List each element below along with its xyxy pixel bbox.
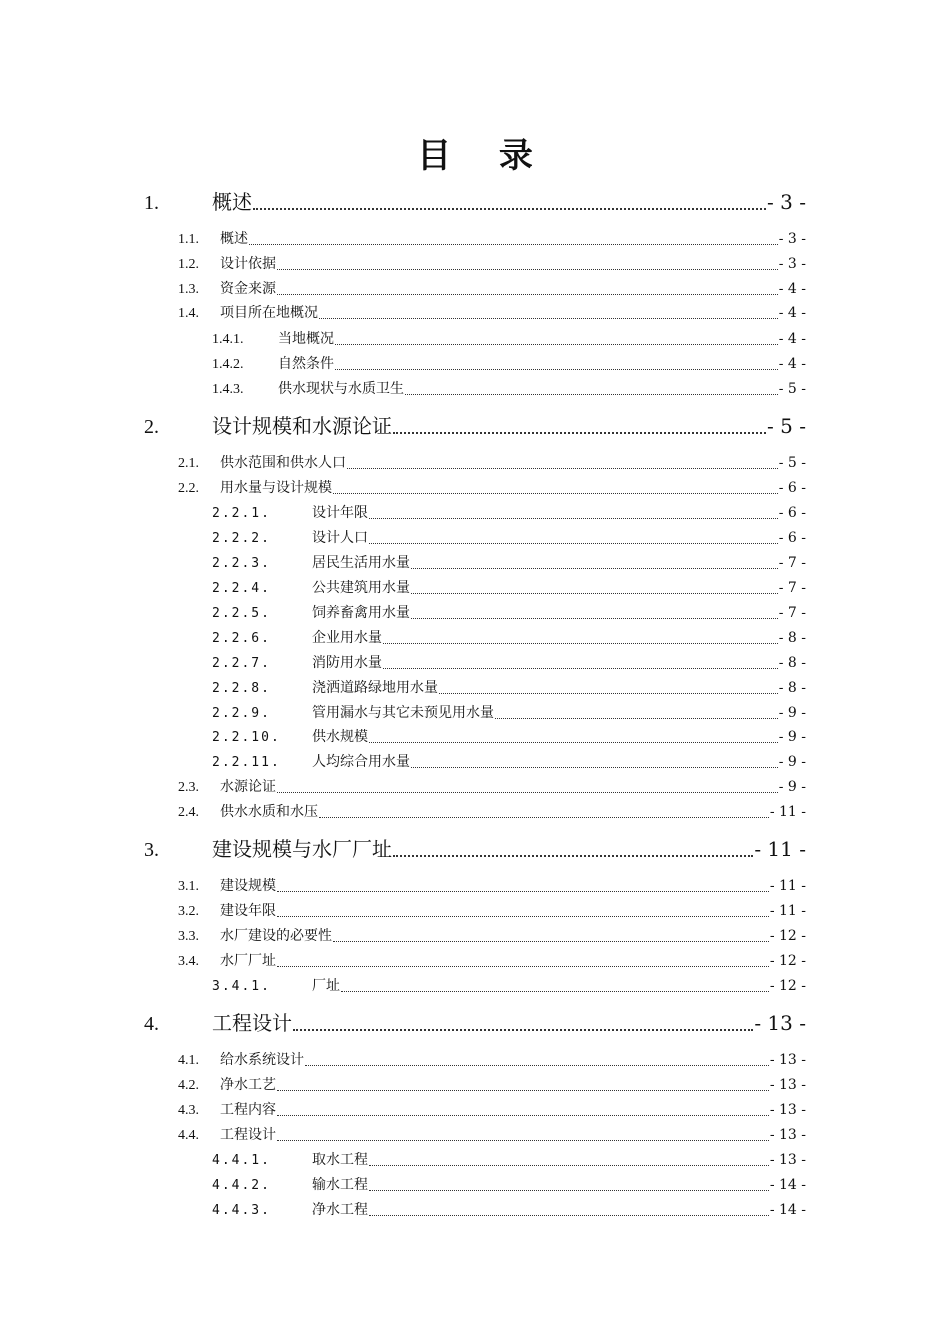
toc-entry-number: 2.1. bbox=[178, 456, 199, 471]
toc-entry-number: 2.3. bbox=[178, 780, 199, 795]
dot-leader bbox=[277, 1090, 769, 1091]
toc-entry-number: 2.2.8. bbox=[212, 681, 271, 696]
toc-entry-page: - 13 - bbox=[769, 1127, 806, 1143]
dot-leader bbox=[369, 742, 778, 743]
dot-leader bbox=[369, 518, 778, 519]
toc-entry-page: - 11 - bbox=[769, 804, 806, 820]
toc-entry[interactable] bbox=[212, 527, 806, 549]
toc-entry[interactable] bbox=[212, 702, 806, 724]
toc-entry-number: 2.2.4. bbox=[212, 581, 271, 596]
dot-leader bbox=[277, 891, 769, 892]
dot-leader bbox=[305, 1065, 769, 1066]
toc-entry-page: - 13 - bbox=[769, 1052, 806, 1068]
toc-entry[interactable] bbox=[178, 452, 806, 474]
toc-entry[interactable] bbox=[144, 410, 806, 440]
dot-leader bbox=[383, 668, 778, 669]
toc-entry-label: 概述 bbox=[220, 231, 248, 247]
toc-entry[interactable] bbox=[212, 552, 806, 574]
dot-leader bbox=[495, 718, 778, 719]
dot-leader bbox=[369, 1190, 769, 1191]
toc-entry-number: 2.2.6. bbox=[212, 631, 271, 646]
toc-entry-number: 1.3. bbox=[178, 282, 199, 297]
toc-entry-number: 2.2.10. bbox=[212, 730, 281, 745]
toc-entry-number: 3.3. bbox=[178, 929, 199, 944]
toc-entry-number: 3.4. bbox=[178, 954, 199, 969]
toc-entry-page: - 3 - bbox=[767, 190, 806, 214]
toc-entry-page: - 4 - bbox=[778, 305, 806, 321]
toc-entry-page: - 3 - bbox=[778, 231, 806, 247]
toc-entry-number: 4.3. bbox=[178, 1103, 199, 1118]
dot-leader bbox=[249, 244, 778, 245]
toc-entry[interactable] bbox=[212, 602, 806, 624]
toc-entry-number: 2.2.11. bbox=[212, 755, 281, 770]
toc-entry-number: 2.2.5. bbox=[212, 606, 271, 621]
dot-leader bbox=[277, 1115, 769, 1116]
dot-leader bbox=[369, 1165, 769, 1166]
toc-entry-label: 建设年限 bbox=[220, 903, 276, 919]
toc-entry-page: - 9 - bbox=[778, 754, 806, 770]
toc-entry-label: 工程设计 bbox=[212, 1011, 292, 1035]
toc-entry[interactable] bbox=[144, 833, 806, 863]
toc-entry-page: - 9 - bbox=[778, 705, 806, 721]
toc-entry-label: 浇洒道路绿地用水量 bbox=[312, 680, 438, 696]
toc-entry-number: 1.4.1. bbox=[212, 332, 244, 347]
toc-entry-number: 2.2.2. bbox=[212, 531, 271, 546]
toc-entry[interactable] bbox=[144, 1007, 806, 1037]
dot-leader bbox=[411, 618, 778, 619]
toc-entry[interactable] bbox=[178, 776, 806, 798]
toc-entry-label: 居民生活用水量 bbox=[312, 555, 410, 571]
toc-title: 目 录 bbox=[417, 136, 551, 176]
toc-entry[interactable] bbox=[212, 652, 806, 674]
toc-entry-page: - 6 - bbox=[778, 480, 806, 496]
toc-entry[interactable] bbox=[178, 1124, 806, 1146]
toc-entry-label: 供水水质和水压 bbox=[220, 804, 318, 820]
toc-entry[interactable] bbox=[178, 253, 806, 275]
toc-entry[interactable] bbox=[178, 278, 806, 300]
toc-entry[interactable] bbox=[178, 900, 806, 922]
toc-entry-label: 消防用水量 bbox=[312, 655, 382, 671]
toc-entry[interactable] bbox=[144, 186, 806, 216]
dot-leader bbox=[253, 208, 766, 210]
toc-entry[interactable] bbox=[212, 353, 806, 375]
dot-leader bbox=[383, 643, 778, 644]
toc-entry[interactable] bbox=[178, 1049, 806, 1071]
dot-leader bbox=[277, 294, 778, 295]
toc-entry-page: - 4 - bbox=[778, 356, 806, 372]
toc-entry[interactable] bbox=[178, 477, 806, 499]
toc-entry-label: 工程内容 bbox=[220, 1102, 276, 1118]
toc-entry-label: 设计规模和水源论证 bbox=[212, 414, 392, 438]
toc-entry-number: 2.2.7. bbox=[212, 656, 271, 671]
dot-leader bbox=[411, 568, 778, 569]
toc-entry[interactable] bbox=[212, 328, 806, 350]
toc-entry[interactable] bbox=[178, 1074, 806, 1096]
dot-leader bbox=[335, 344, 778, 345]
toc-entry-page: - 5 - bbox=[778, 455, 806, 471]
toc-entry-label: 设计依据 bbox=[220, 256, 276, 272]
toc-entry-page: - 8 - bbox=[778, 630, 806, 646]
toc-entry[interactable] bbox=[212, 378, 806, 400]
toc-entry-label: 工程设计 bbox=[220, 1127, 276, 1143]
toc-entry[interactable] bbox=[212, 975, 806, 997]
dot-leader bbox=[277, 269, 778, 270]
toc-entry-number: 4.4.1. bbox=[212, 1153, 271, 1168]
toc-entry-number: 3. bbox=[144, 839, 159, 861]
toc-entry-label: 输水工程 bbox=[312, 1177, 368, 1193]
toc-entry-page: - 5 - bbox=[778, 381, 806, 397]
toc-entry-page: - 13 - bbox=[754, 1011, 806, 1035]
toc-entry-number: 2.2.1. bbox=[212, 506, 271, 521]
toc-entry-label: 资金来源 bbox=[220, 281, 276, 297]
toc-entry-label: 供水范围和供水人口 bbox=[220, 455, 346, 471]
toc-entry[interactable] bbox=[212, 1149, 806, 1171]
toc-entry-page: - 3 - bbox=[778, 256, 806, 272]
toc-entry-label: 饲养畜禽用水量 bbox=[312, 605, 410, 621]
toc-entry[interactable] bbox=[178, 875, 806, 897]
dot-leader bbox=[411, 593, 778, 594]
toc-entry-label: 取水工程 bbox=[312, 1152, 368, 1168]
toc-entry-number: 4.1. bbox=[178, 1053, 199, 1068]
toc-entry[interactable] bbox=[212, 677, 806, 699]
toc-entry[interactable] bbox=[178, 228, 806, 250]
toc-entry-label: 用水量与设计规模 bbox=[220, 480, 332, 496]
toc-entry-number: 3.4.1. bbox=[212, 979, 271, 994]
toc-entry-page: - 7 - bbox=[778, 580, 806, 596]
dot-leader bbox=[347, 468, 778, 469]
toc-entry-number: 3.2. bbox=[178, 904, 199, 919]
toc-entry[interactable] bbox=[178, 1099, 806, 1121]
toc-entry-label: 建设规模与水厂厂址 bbox=[212, 837, 392, 861]
dot-leader bbox=[277, 792, 778, 793]
toc-entry-page: - 8 - bbox=[778, 680, 806, 696]
toc-entry-page: - 4 - bbox=[778, 281, 806, 297]
toc-entry-page: - 5 - bbox=[767, 414, 806, 438]
toc-entry-page: - 13 - bbox=[769, 1152, 806, 1168]
toc-entry-number: 2. bbox=[144, 416, 159, 438]
toc-entry-number: 1. bbox=[144, 192, 159, 214]
toc-entry-number: 1.1. bbox=[178, 232, 199, 247]
toc-entry-page: - 9 - bbox=[778, 729, 806, 745]
toc-entry[interactable] bbox=[212, 1174, 806, 1196]
toc-entry-label: 设计年限 bbox=[312, 505, 368, 521]
toc-entry-label: 公共建筑用水量 bbox=[312, 580, 410, 596]
toc-entry[interactable] bbox=[212, 577, 806, 599]
dot-leader bbox=[277, 1140, 769, 1141]
dot-leader bbox=[277, 916, 769, 917]
toc-entry[interactable] bbox=[178, 925, 806, 947]
toc-entry-label: 供水现状与水质卫生 bbox=[278, 381, 404, 397]
toc-entry[interactable] bbox=[212, 726, 806, 748]
dot-leader bbox=[393, 432, 766, 434]
toc-entry-label: 设计人口 bbox=[312, 530, 368, 546]
toc-entry-label: 厂址 bbox=[312, 978, 340, 994]
dot-leader bbox=[393, 855, 753, 857]
dot-leader bbox=[333, 941, 769, 942]
toc-entry-page: - 9 - bbox=[778, 779, 806, 795]
toc-entry-page: - 7 - bbox=[778, 605, 806, 621]
dot-leader bbox=[319, 318, 778, 319]
toc-entry-number: 4.4.2. bbox=[212, 1178, 271, 1193]
toc-entry-label: 概述 bbox=[212, 190, 252, 214]
dot-leader bbox=[411, 767, 778, 768]
toc-entry-page: - 8 - bbox=[778, 655, 806, 671]
toc-entry[interactable] bbox=[212, 627, 806, 649]
toc-entry-page: - 12 - bbox=[769, 953, 806, 969]
dot-leader bbox=[369, 543, 778, 544]
toc-entry-page: - 13 - bbox=[769, 1102, 806, 1118]
toc-entry-number: 4. bbox=[144, 1013, 159, 1035]
toc-entry-label: 管用漏水与其它未预见用水量 bbox=[312, 705, 494, 721]
dot-leader bbox=[333, 493, 778, 494]
toc-entry-page: - 11 - bbox=[769, 878, 806, 894]
dot-leader bbox=[335, 369, 778, 370]
dot-leader bbox=[341, 991, 769, 992]
toc-entry-number: 2.2.9. bbox=[212, 706, 271, 721]
toc-entry-number: 4.4.3. bbox=[212, 1203, 271, 1218]
toc-entry-number: 2.4. bbox=[178, 805, 199, 820]
toc-entry[interactable] bbox=[212, 502, 806, 524]
toc-entry-label: 净水工艺 bbox=[220, 1077, 276, 1093]
toc-entry-label: 水厂建设的必要性 bbox=[220, 928, 332, 944]
toc-entry-label: 人均综合用水量 bbox=[312, 754, 410, 770]
toc-entry-label: 供水规模 bbox=[312, 729, 368, 745]
toc-entry-page: - 12 - bbox=[769, 978, 806, 994]
toc-entry-number: 1.4.3. bbox=[212, 382, 244, 397]
toc-entry-number: 4.2. bbox=[178, 1078, 199, 1093]
dot-leader bbox=[369, 1215, 769, 1216]
toc-entry-label: 给水系统设计 bbox=[220, 1052, 304, 1068]
toc-entry-label: 项目所在地概况 bbox=[220, 305, 318, 321]
toc-entry-page: - 13 - bbox=[769, 1077, 806, 1093]
toc-entry-number: 1.4. bbox=[178, 306, 199, 321]
toc-entry-number: 2.2.3. bbox=[212, 556, 271, 571]
toc-entry-page: - 11 - bbox=[769, 903, 806, 919]
toc-entry[interactable] bbox=[178, 302, 806, 324]
toc-entry-label: 企业用水量 bbox=[312, 630, 382, 646]
toc-entry-page: - 7 - bbox=[778, 555, 806, 571]
toc-entry-label: 水源论证 bbox=[220, 779, 276, 795]
toc-entry-page: - 12 - bbox=[769, 928, 806, 944]
toc-entry[interactable] bbox=[212, 1199, 806, 1221]
toc-entry-number: 1.2. bbox=[178, 257, 199, 272]
toc-entry-label: 自然条件 bbox=[278, 356, 334, 372]
toc-entry-page: - 4 - bbox=[778, 331, 806, 347]
toc-entry-number: 1.4.2. bbox=[212, 357, 244, 372]
toc-entry-label: 建设规模 bbox=[220, 878, 276, 894]
toc-entry-label: 净水工程 bbox=[312, 1202, 368, 1218]
toc-entry-page: - 14 - bbox=[769, 1202, 806, 1218]
toc-entry-page: - 6 - bbox=[778, 505, 806, 521]
dot-leader bbox=[293, 1029, 753, 1031]
toc-entry-number: 3.1. bbox=[178, 879, 199, 894]
toc-entry[interactable] bbox=[178, 950, 806, 972]
dot-leader bbox=[277, 966, 769, 967]
toc-entry-number: 4.4. bbox=[178, 1128, 199, 1143]
toc-entry-number: 2.2. bbox=[178, 481, 199, 496]
toc-entry-label: 水厂厂址 bbox=[220, 953, 276, 969]
dot-leader bbox=[405, 394, 778, 395]
dot-leader bbox=[439, 693, 778, 694]
dot-leader bbox=[319, 817, 769, 818]
toc-entry-page: - 14 - bbox=[769, 1177, 806, 1193]
toc-entry-page: - 6 - bbox=[778, 530, 806, 546]
toc-entry[interactable] bbox=[212, 751, 806, 773]
toc-entry-page: - 11 - bbox=[754, 837, 806, 861]
toc-entry[interactable] bbox=[178, 801, 806, 823]
toc-entry-label: 当地概况 bbox=[278, 331, 334, 347]
